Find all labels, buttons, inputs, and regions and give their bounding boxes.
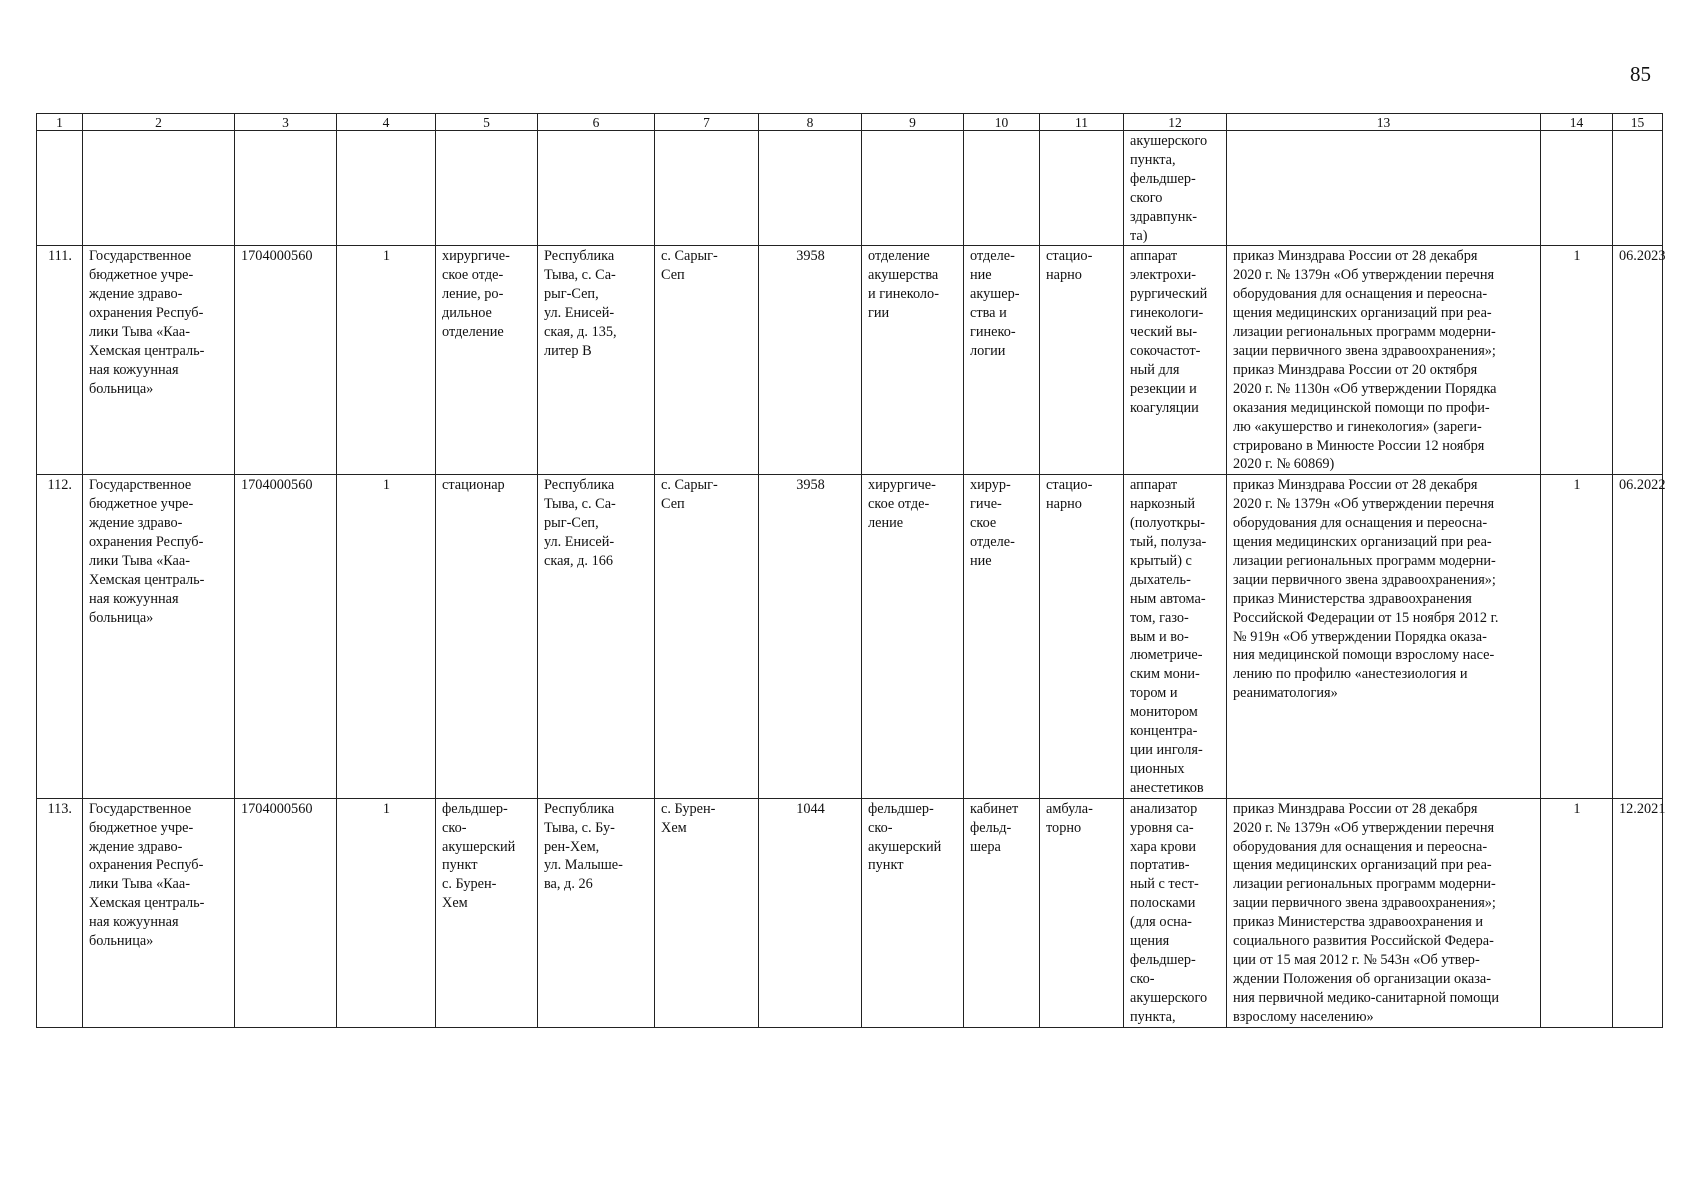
cell-subdivision: стационар <box>436 475 538 798</box>
cell-col4: 1 <box>337 246 436 475</box>
cell-settlement: с. Бурен- Хем <box>655 798 759 1027</box>
cell-subdivision: фельдшер- ско- акушерский пункт с. Бурен- Хем <box>436 798 538 1027</box>
cell-date: 12.2021 <box>1613 798 1663 1027</box>
column-header: 6 <box>538 114 655 131</box>
column-header: 4 <box>337 114 436 131</box>
column-number-row <box>37 114 1663 131</box>
cell-row-number: 112. <box>37 475 83 798</box>
table-row <box>37 475 1663 798</box>
cell-code: 1704000560 <box>235 475 337 798</box>
column-header: 10 <box>964 114 1040 131</box>
cell-department: хирургиче- ское отде- ление <box>862 475 964 798</box>
cell-organization: Государственное бюджетное учре- ждение здраво- охранения Респуб- лики Тыва «Каа- Хемская централь- ная кожуунная больница» <box>83 475 235 798</box>
column-header: 5 <box>436 114 538 131</box>
cell-department: фельдшер- ско- акушерский пункт <box>862 798 964 1027</box>
cell-organization: Государственное бюджетное учре- ждение здраво- охранения Респуб- лики Тыва «Каа- Хемская централь- ная кожуунная больница» <box>83 246 235 475</box>
cell-settlement: с. Сарыг- Сеп <box>655 475 759 798</box>
cell-quantity: 1 <box>1541 475 1613 798</box>
cell-equipment-continuation: акушерского пункта, фельдшер- ского здравпунк- та) <box>1124 131 1227 246</box>
table-row <box>37 246 1663 475</box>
cell-date: 06.2022 <box>1613 475 1663 798</box>
column-header: 14 <box>1541 114 1613 131</box>
cell-quantity: 1 <box>1541 798 1613 1027</box>
cell-row-number: 113. <box>37 798 83 1027</box>
column-header: 3 <box>235 114 337 131</box>
cell-care-form: стацио- нарно <box>1040 246 1124 475</box>
cell-date: 06.2023 <box>1613 246 1663 475</box>
column-header: 2 <box>83 114 235 131</box>
cell-address: Республика Тыва, с. Бу- рен-Хем, ул. Малыше- ва, д. 26 <box>538 798 655 1027</box>
cell-unit: хирур- гиче- ское отделе- ние <box>964 475 1040 798</box>
column-header: 9 <box>862 114 964 131</box>
column-header: 15 <box>1613 114 1663 131</box>
cell-department: отделение акушерства и гинеколо- гии <box>862 246 964 475</box>
cell-unit: кабинет фельд- шера <box>964 798 1040 1027</box>
cell-basis: приказ Минздрава России от 28 декабря 2020 г. № 1379н «Об утверждении перечня оборудования для оснащения и переосна- щения медицинских организаций при реа- лизации региональных программ модерни- зации первичного звена здравоохранения»; приказ Министерства здравоохранения и социального развития Российской Федера- ции от 15 мая 2012 г. № 543н «Об утвер- ждении Положения об организации оказа- ния первичной медико-санитарной помощи взрослому населению» <box>1227 798 1541 1027</box>
cell-basis: приказ Минздрава России от 28 декабря 2020 г. № 1379н «Об утверждении перечня оборудования для оснащения и переосна- щения медицинских организаций при реа- лизации региональных программ модерни- зации первичного звена здравоохранения»; приказ Минздрава России от 20 октября 2020 г. № 1130н «Об утверждении Порядка оказания медицинской помощи по профи- лю «акушерство и гинекология» (зареги- стрировано в Минюсте России 12 ноября 2020 г. № 60869) <box>1227 246 1541 475</box>
cell-col4: 1 <box>337 475 436 798</box>
column-header: 8 <box>759 114 862 131</box>
column-header: 11 <box>1040 114 1124 131</box>
cell-col8: 3958 <box>759 246 862 475</box>
cell-equipment: аппарат наркозный (полуоткры- тый, полуза- крытый) с дыхатель- ным автома- том, газо- вым и во- люметриче- ским мони- тором и монитором концентра- ции инголя- ционных анестетиков <box>1124 475 1227 798</box>
column-header: 1 <box>37 114 83 131</box>
cell-settlement: с. Сарыг- Сеп <box>655 246 759 475</box>
cell-care-form: амбула- торно <box>1040 798 1124 1027</box>
cell-unit: отделе- ние акушер- ства и гинеко- логии <box>964 246 1040 475</box>
cell-address: Республика Тыва, с. Са- рыг-Сеп, ул. Енисей- ская, д. 135, литер В <box>538 246 655 475</box>
cell-col8: 3958 <box>759 475 862 798</box>
cell-quantity: 1 <box>1541 246 1613 475</box>
column-header: 13 <box>1227 114 1541 131</box>
column-header: 12 <box>1124 114 1227 131</box>
cell-code: 1704000560 <box>235 798 337 1027</box>
cell-care-form: стацио- нарно <box>1040 475 1124 798</box>
cell-basis: приказ Минздрава России от 28 декабря 2020 г. № 1379н «Об утверждении перечня оборудования для оснащения и переосна- щения медицинских организаций при реа- лизации региональных программ модерни- зации первичного звена здравоохранения»; приказ Министерства здравоохранения Российской Федерации от 15 ноября 2012 г. № 919н «Об утверждении Порядка оказа- ния медицинской помощи взрослому насе- лению по профилю «анестезиология и реаниматология» <box>1227 475 1541 798</box>
cell-address: Республика Тыва, с. Са- рыг-Сеп, ул. Енисей- ская, д. 166 <box>538 475 655 798</box>
cell-code: 1704000560 <box>235 246 337 475</box>
cell-row-number: 111. <box>37 246 83 475</box>
cell-equipment: аппарат электрохи- рургический гинекологи- ческий вы- сокочастот- ный для резекции и коагуляции <box>1124 246 1227 475</box>
cell-col4: 1 <box>337 798 436 1027</box>
continuation-row <box>37 131 1663 246</box>
page-number: 85 <box>1630 62 1651 86</box>
equipment-table <box>36 113 1666 1028</box>
cell-organization: Государственное бюджетное учре- ждение здраво- охранения Респуб- лики Тыва «Каа- Хемская централь- ная кожуунная больница» <box>83 798 235 1027</box>
cell-subdivision: хирургиче- ское отде- ление, ро- дильное отделение <box>436 246 538 475</box>
table-row <box>37 798 1663 1027</box>
column-header: 7 <box>655 114 759 131</box>
cell-col8: 1044 <box>759 798 862 1027</box>
cell-equipment: анализатор уровня са- хара крови портатив- ный с тест- полосками (для осна- щения фельдшер- ско- акушерского пункта, <box>1124 798 1227 1027</box>
